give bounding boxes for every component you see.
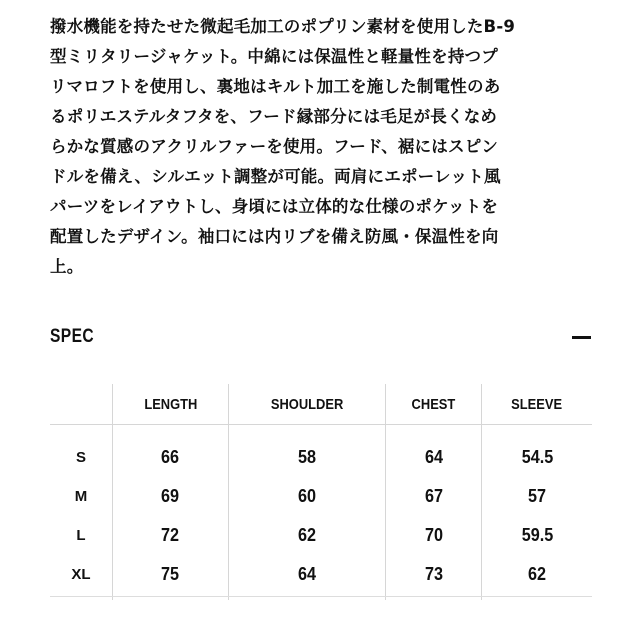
- length-cell: 66: [113, 425, 229, 478]
- shoulder-cell: 64: [228, 555, 385, 600]
- minus-icon[interactable]: [572, 330, 592, 344]
- column-header-shoulder: SHOULDER: [228, 384, 385, 425]
- sleeve-cell: 54.5: [482, 425, 592, 478]
- column-header-length: LENGTH: [113, 384, 229, 425]
- chest-cell: 64: [386, 425, 482, 478]
- shoulder-cell: 58: [228, 425, 385, 478]
- chest-cell: 73: [386, 555, 482, 600]
- size-label: XL: [71, 566, 91, 583]
- sleeve-cell: 57: [482, 477, 592, 516]
- shoulder-cell: 62: [228, 516, 385, 555]
- column-header-sleeve: SLEEVE: [482, 384, 592, 425]
- size-label: L: [76, 527, 86, 544]
- size-label: M: [74, 488, 88, 505]
- length-cell: 72: [113, 516, 229, 555]
- column-header-chest: CHEST: [386, 384, 482, 425]
- chest-cell: 70: [386, 516, 482, 555]
- size-label: S: [75, 449, 86, 466]
- shoulder-cell: 60: [228, 477, 385, 516]
- size-spec-table: [50, 384, 592, 600]
- spec-title: SPEC: [50, 326, 95, 347]
- minus-icon-bar: [572, 336, 591, 339]
- length-cell: 69: [113, 477, 229, 516]
- chest-cell: 67: [386, 477, 482, 516]
- table-header-row: [50, 384, 592, 425]
- length-cell: 75: [113, 555, 229, 600]
- table-row: [50, 425, 592, 478]
- sleeve-cell: 59.5: [482, 516, 592, 555]
- size-column-header: [50, 384, 113, 425]
- table-row: [50, 555, 592, 600]
- table-row: [50, 516, 592, 555]
- table-bottom-divider: [50, 596, 592, 597]
- sleeve-cell: 62: [482, 555, 592, 600]
- table-row: [50, 477, 592, 516]
- product-description: 撥水機能を持たせた微起毛加工のポプリン素材を使用したB-9 型ミリタリージャケット。中綿には保温性と軽量性を持つプ リマロフトを使用し、裏地はキルト加工を施した制電性のあ るポリエステルタフタを、フード縁部分には毛足が長くなめ らかな質感のアクリルファーを使用。フード、裾にはスピン ドルを備え、シルエット調整が可能。両肩にエポーレット風 パーツをレイアウトし、身頃には立体的な仕様のポケットを 配置したデザイン。袖口には内リブを備え防風・保温性を向 上。: [50, 17, 516, 276]
- spec-header: [50, 322, 592, 352]
